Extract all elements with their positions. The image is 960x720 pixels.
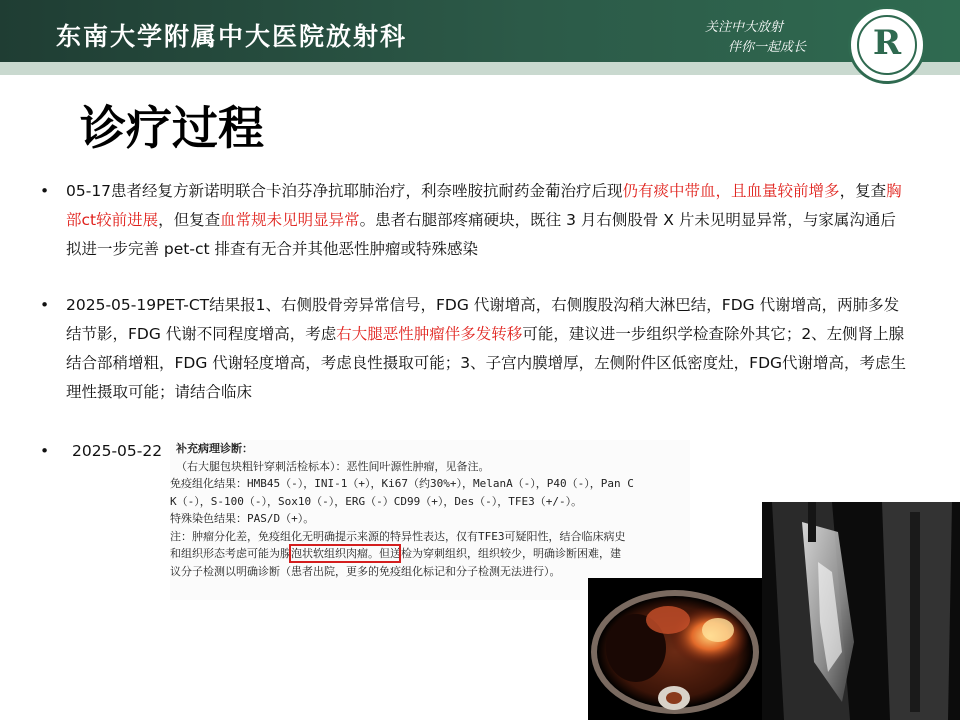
slogan-line-1: 关注中大放射 [705, 20, 784, 35]
bullet-item-1 [40, 177, 910, 264]
page-title: 诊疗过程 [80, 101, 264, 155]
slogan-line-2: 伴你一起成长 [728, 40, 807, 55]
pathology-line: 注：肿瘤分化差，免疫组化无明确提示来源的特异性表达，仅有TFE3可疑阳性，结合临床病史 [170, 529, 626, 543]
pathology-line: 议分子检测以明确诊断（患者出院，更多的免疫组化标记和分子检测无法进行）。 [170, 564, 561, 578]
bullet-text: 2025-05-22 [72, 442, 163, 460]
bullet-dot: • [40, 296, 50, 314]
pathology-line: 和组织形态考虑可能为腺泡状软组织肉瘤。但送检为穿刺组织，组织较少，明确诊断困难，建 [170, 547, 621, 560]
text-run: 2025-05-19PET-CT结果报1、右侧股骨旁异常信号，FDG 代谢增高，右侧腹股沟稍大淋巴结，FDG 代谢增高，两肺多发结节影，FDG 代谢不同程度增高，考虑 [66, 296, 900, 343]
pathology-line: K（-），S-100（-），Sox10（-），ERG（-）CD99（+），Des（-），TFE3（+/-）。 [170, 494, 583, 508]
text-run: ，但复查 [158, 211, 221, 229]
bullet-dot: • [40, 182, 50, 200]
mri-graphic [762, 502, 960, 720]
text-run: 05-17患者经复方新诺明联合卡泊芬净抗耶肺治疗，利奈唑胺抗耐药金葡治疗后现 [66, 182, 623, 200]
pathology-line: （右大腿包块粗针穿刺活检标本）：恶性间叶源性肿瘤，见备注。 [176, 459, 490, 473]
highlight-run: 胸部ct较前进展 [66, 182, 902, 229]
text-run: 可能，建议进一步组织学检查除外其它；2、左侧肾上腺结合部稍增粗，FDG 代谢轻度增高，考虑良性摄取可能；3、子宫内膜增厚，左侧附件区低密度灶，FDG代谢增高，考虑生理性摄取可能；请结合临床 [66, 325, 907, 401]
department-name: 东南大学附属中大医院放射科 [56, 22, 408, 51]
pathology-line: 特殊染色结果：PAS/D（+）。 [170, 512, 315, 525]
bullet-dot: • [40, 442, 50, 460]
logo-mark: R [872, 23, 902, 63]
pathology-heading: 补充病理诊断： [176, 442, 253, 455]
pathology-line: 免疫组化结果：HMB45（-），INI-1（+），Ki67（约30%+），MelanA（-），P40（-），Pan C [170, 477, 634, 490]
pet-ct-image [588, 578, 762, 720]
highlight-run: 血常规未见明显异常 [220, 211, 360, 229]
pathology-report [170, 440, 690, 600]
header-underline [0, 62, 960, 75]
bullet-text [66, 291, 910, 407]
bullet-item-2 [40, 291, 910, 407]
diagnosis-highlight-box [289, 544, 401, 563]
mri-image [762, 502, 960, 720]
highlight-run: 右大腿恶性肿瘤伴多发转移 [336, 325, 523, 343]
text-run: ，复查 [839, 182, 887, 200]
highlight-run: 仍有痰中带血，且血量较前增多 [622, 182, 840, 200]
hospital-logo [848, 6, 926, 84]
text-run: 。患者右腿部疼痛硬块，既往 3 月右侧股骨 X 片未见明显异常，与家属沟通后拟进一步完善 pet-ct 排查有无合并其他恶性肿瘤或特殊感染 [66, 211, 896, 258]
bullet-text [66, 177, 910, 264]
pet-ct-graphic [588, 578, 762, 720]
header-bar [0, 0, 960, 75]
